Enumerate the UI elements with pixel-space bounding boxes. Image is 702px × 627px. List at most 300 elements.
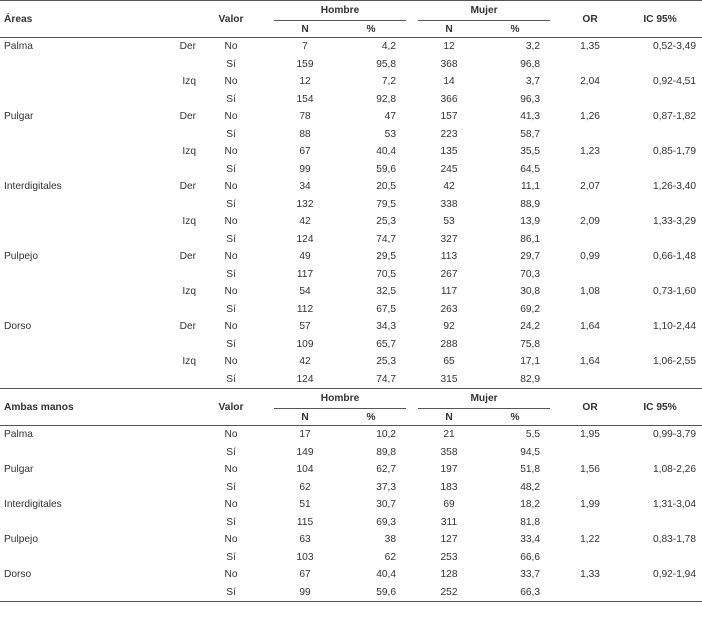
hombre-pct-cell: 38	[384, 534, 397, 546]
spacer	[262, 1, 274, 38]
table-row	[0, 178, 702, 196]
table-row	[0, 301, 702, 319]
hombre-n-cell: 17	[299, 429, 311, 441]
mujer-pct-cell: 66,3	[480, 584, 550, 602]
mujer-pct-cell: 81,8	[520, 516, 541, 528]
mujer-pct-cell: 51,8	[520, 464, 541, 476]
or-cell	[562, 336, 618, 354]
hombre-n-cell: 103	[296, 551, 314, 563]
mujer-n-cell: 12	[443, 41, 455, 53]
valor-cell: Sí	[226, 551, 236, 563]
spacer	[550, 336, 562, 354]
spacer	[550, 566, 562, 584]
spacer	[550, 38, 562, 56]
or-header: OR	[562, 389, 618, 426]
hombre-n-header: N	[274, 409, 336, 426]
area-cell: Interdigitales	[4, 499, 62, 511]
mujer-n-cell: 288	[440, 338, 458, 350]
or-cell	[562, 301, 618, 319]
spacer	[262, 549, 274, 567]
spacer	[550, 389, 562, 426]
area-cell: Pulpejo	[4, 534, 38, 546]
or-cell: 1,26	[580, 111, 600, 123]
area-cell	[0, 514, 200, 532]
spacer	[550, 178, 562, 196]
spacer	[406, 108, 418, 126]
valor-cell: Sí	[200, 584, 262, 602]
spacer	[262, 283, 274, 301]
spacer	[406, 389, 418, 426]
or-cell	[562, 371, 618, 389]
area-cell	[0, 196, 150, 214]
or-cell: 0,99	[580, 251, 600, 263]
hombre-n-cell: 104	[296, 464, 314, 476]
mujer-n-cell: 69	[443, 499, 455, 511]
valor-cell: Sí	[226, 338, 236, 350]
table-row	[0, 283, 702, 301]
spacer	[262, 196, 274, 214]
spacer	[550, 248, 562, 266]
or-cell	[562, 479, 618, 497]
valor-cell: Sí	[226, 233, 236, 245]
ic-cell: 1,08-2,26	[652, 464, 697, 476]
side-cell	[150, 371, 200, 389]
mujer-n-cell: 135	[440, 146, 458, 158]
mujer-pct-cell: 11,1	[520, 181, 541, 193]
mujer-n-cell: 311	[440, 516, 458, 528]
spacer	[406, 248, 418, 266]
area-cell: Dorso	[4, 321, 32, 333]
mujer-n-cell: 21	[443, 429, 455, 441]
spacer	[262, 584, 274, 602]
hombre-n-cell: 112	[296, 303, 314, 315]
mujer-n-cell: 183	[440, 481, 458, 493]
area-cell	[0, 301, 150, 319]
spacer	[406, 178, 418, 196]
side-cell: Izq	[182, 146, 197, 158]
hombre-pct-cell: 67,5	[376, 303, 397, 315]
side-cell: Der	[179, 111, 197, 123]
hombre-pct-cell: 69,3	[376, 516, 397, 528]
side-cell	[150, 301, 200, 319]
spacer	[406, 38, 418, 56]
spacer	[262, 566, 274, 584]
spacer	[262, 301, 274, 319]
side-cell: Der	[179, 41, 197, 53]
side-cell	[150, 266, 200, 284]
or-cell: 1,22	[580, 534, 600, 546]
valor-cell: Sí	[226, 198, 236, 210]
hombre-pct-cell: 53	[384, 128, 397, 140]
ic-cell	[618, 336, 702, 354]
ic-cell: 0,52-3,49	[652, 41, 697, 53]
valor-cell: No	[224, 216, 238, 228]
ic-cell: 1,10-2,44	[652, 321, 697, 333]
valor-cell: No	[224, 41, 238, 53]
ic-cell: 0,87-1,82	[652, 111, 697, 123]
mujer-n-cell: 358	[440, 446, 458, 458]
area-cell: Dorso	[4, 569, 32, 581]
spacer	[550, 196, 562, 214]
mujer-n-cell: 113	[440, 251, 458, 263]
side-cell: Izq	[182, 356, 197, 368]
header-row	[0, 389, 702, 409]
spacer	[262, 38, 274, 56]
mujer-pct-cell: 58,7	[520, 128, 541, 140]
area-cell: Pulgar	[4, 464, 34, 476]
area-cell	[0, 126, 150, 144]
spacer	[262, 231, 274, 249]
hombre-header: Hombre	[274, 1, 406, 21]
table-row	[0, 161, 702, 179]
spacer	[550, 549, 562, 567]
spacer	[550, 126, 562, 144]
table-row	[0, 584, 702, 602]
hombre-n-cell: 117	[296, 268, 314, 280]
ic-cell	[618, 514, 702, 532]
hombre-n-cell: 109	[296, 338, 314, 350]
area-cell: Interdigitales	[4, 181, 62, 193]
mujer-n-cell: 53	[443, 216, 455, 228]
mujer-pct-cell: 70,3	[520, 268, 541, 280]
hombre-n-cell: 62	[299, 481, 311, 493]
valor-header: Valor	[200, 1, 262, 38]
mujer-pct-header: %	[480, 409, 550, 426]
area-cell: Pulpejo	[4, 251, 38, 263]
side-cell	[150, 56, 200, 74]
spacer	[550, 461, 562, 479]
hombre-pct-cell: 92,8	[376, 93, 397, 105]
spacer	[550, 514, 562, 532]
area-cell	[0, 56, 150, 74]
table-row	[0, 213, 702, 231]
ic-cell	[618, 301, 702, 319]
spacer	[406, 1, 418, 38]
spacer	[550, 73, 562, 91]
spacer	[406, 584, 418, 602]
hombre-pct-cell: 30,7	[376, 499, 397, 511]
table-row	[0, 444, 702, 462]
hombre-pct-cell: 10,2	[376, 429, 397, 441]
table-row	[0, 108, 702, 126]
spacer	[406, 531, 418, 549]
hombre-pct-header: %	[336, 409, 406, 426]
area-cell	[0, 371, 150, 389]
mujer-pct-cell: 17,1	[520, 356, 541, 368]
area-cell	[0, 231, 150, 249]
hombre-n-cell: 34	[299, 181, 311, 193]
spacer	[262, 178, 274, 196]
ic-cell: 0,85-1,79	[652, 146, 697, 158]
spacer	[262, 143, 274, 161]
or-cell	[562, 584, 618, 602]
mujer-pct-cell: 96,3	[520, 93, 541, 105]
spacer	[550, 143, 562, 161]
ic-cell	[618, 549, 702, 567]
valor-cell: Sí	[226, 268, 236, 280]
areas-header: Áreas	[0, 1, 200, 38]
mujer-n-cell: 315	[418, 371, 480, 389]
area-cell	[0, 213, 150, 231]
spacer	[406, 266, 418, 284]
table-row	[0, 549, 702, 567]
side-cell	[150, 196, 200, 214]
hombre-pct-cell: 4,2	[381, 41, 397, 53]
spacer	[550, 479, 562, 497]
table-row	[0, 73, 702, 91]
ic-cell	[618, 266, 702, 284]
table-row	[0, 371, 702, 389]
valor-cell: No	[224, 499, 238, 511]
mujer-pct-cell: 35,5	[520, 146, 541, 158]
hombre-pct-cell: 95,8	[376, 58, 397, 70]
hombre-n-cell: 99	[274, 584, 336, 602]
spacer	[406, 213, 418, 231]
hombre-header: Hombre	[274, 389, 406, 409]
side-cell: Izq	[182, 216, 197, 228]
hombre-pct-cell: 7,2	[381, 76, 397, 88]
hombre-pct-cell: 59,6	[336, 584, 406, 602]
hombre-n-cell: 12	[299, 76, 311, 88]
mujer-pct-cell: 48,2	[520, 481, 541, 493]
spacer	[550, 444, 562, 462]
or-cell	[562, 514, 618, 532]
spacer	[406, 444, 418, 462]
spacer	[262, 461, 274, 479]
valor-cell: No	[224, 146, 238, 158]
side-cell: Izq	[182, 286, 197, 298]
or-cell: 1,23	[580, 146, 600, 158]
or-cell	[562, 266, 618, 284]
spacer	[550, 213, 562, 231]
spacer	[406, 426, 418, 444]
area-cell: Palma	[4, 41, 33, 53]
hombre-n-cell: 78	[299, 111, 311, 123]
table-row	[0, 479, 702, 497]
or-cell	[562, 161, 618, 179]
or-cell: 1,56	[580, 464, 600, 476]
hombre-pct-cell: 47	[384, 111, 397, 123]
valor-cell: Sí	[226, 516, 236, 528]
or-cell: 1,95	[580, 429, 600, 441]
valor-cell: No	[224, 569, 238, 581]
spacer	[406, 301, 418, 319]
ic-cell: 1,06-2,55	[652, 356, 697, 368]
hombre-pct-cell: 29,5	[376, 251, 397, 263]
mujer-n-cell: 65	[443, 356, 455, 368]
spacer	[550, 56, 562, 74]
hombre-pct-cell: 74,7	[336, 371, 406, 389]
hombre-pct-cell: 70,5	[376, 268, 397, 280]
ic-cell	[618, 371, 702, 389]
or-cell: 1,64	[580, 321, 600, 333]
spacer	[406, 161, 418, 179]
table-row	[0, 336, 702, 354]
or-cell	[562, 231, 618, 249]
spacer	[550, 426, 562, 444]
table-row	[0, 353, 702, 371]
spacer	[406, 91, 418, 109]
table-row	[0, 514, 702, 532]
spacer	[406, 73, 418, 91]
table-row	[0, 426, 702, 444]
or-cell: 1,08	[580, 286, 600, 298]
spacer	[406, 514, 418, 532]
ic-cell	[618, 56, 702, 74]
or-cell	[562, 444, 618, 462]
area-cell	[0, 266, 150, 284]
spacer	[262, 444, 274, 462]
header-row	[0, 1, 702, 21]
mujer-pct-cell: 75,8	[520, 338, 541, 350]
hombre-pct-cell: 79,5	[376, 198, 397, 210]
ic-cell: 0,83-1,78	[652, 534, 697, 546]
hombre-pct-cell: 59,6	[376, 163, 397, 175]
or-cell: 2,04	[580, 76, 600, 88]
table-row	[0, 196, 702, 214]
valor-cell: No	[224, 429, 238, 441]
area-cell	[0, 479, 200, 497]
ic-cell: 1,26-3,40	[652, 181, 697, 193]
area-cell	[0, 161, 150, 179]
ic-cell: 0,66-1,48	[652, 251, 697, 263]
mujer-pct-cell: 82,9	[480, 371, 550, 389]
hombre-pct-cell: 40,4	[376, 146, 397, 158]
hombre-pct-header: %	[336, 21, 406, 38]
spacer	[406, 126, 418, 144]
spacer	[550, 496, 562, 514]
mujer-n-cell: 366	[440, 93, 458, 105]
spacer	[262, 248, 274, 266]
ic-cell	[618, 479, 702, 497]
mujer-pct-cell: 13,9	[520, 216, 541, 228]
spacer	[550, 301, 562, 319]
area-cell	[0, 73, 150, 91]
valor-cell: Sí	[226, 163, 236, 175]
mujer-pct-cell: 94,5	[520, 446, 541, 458]
hombre-n-cell: 132	[296, 198, 314, 210]
spacer	[406, 496, 418, 514]
area-cell: Palma	[4, 429, 33, 441]
ic-cell: 1,33-3,29	[652, 216, 697, 228]
side-cell: Der	[179, 321, 197, 333]
valor-cell: No	[224, 111, 238, 123]
ic-cell	[618, 444, 702, 462]
mujer-n-cell: 42	[443, 181, 455, 193]
spacer	[262, 73, 274, 91]
spacer	[262, 496, 274, 514]
hombre-n-cell: 67	[299, 146, 311, 158]
table-row	[0, 56, 702, 74]
valor-cell: No	[224, 464, 238, 476]
or-cell: 2,09	[580, 216, 600, 228]
spacer	[550, 371, 562, 389]
or-cell: 1,35	[580, 41, 600, 53]
side-cell	[150, 161, 200, 179]
or-cell	[562, 56, 618, 74]
hombre-n-cell: 115	[296, 516, 314, 528]
or-cell	[562, 549, 618, 567]
spacer	[406, 143, 418, 161]
spacer	[550, 318, 562, 336]
mujer-n-cell: 245	[440, 163, 458, 175]
hombre-pct-cell: 32,5	[376, 286, 397, 298]
ic-cell: 0,92-4,51	[652, 76, 697, 88]
hombre-n-cell: 67	[299, 569, 311, 581]
hombre-pct-cell: 62,7	[376, 464, 397, 476]
ic-cell	[618, 161, 702, 179]
spacer	[262, 389, 274, 426]
spacer	[262, 426, 274, 444]
spacer	[262, 266, 274, 284]
spacer	[262, 353, 274, 371]
mujer-header: Mujer	[418, 389, 550, 409]
ic-cell	[618, 126, 702, 144]
ic-cell	[618, 196, 702, 214]
area-cell	[0, 549, 200, 567]
side-cell: Der	[179, 181, 197, 193]
mujer-pct-cell: 3,7	[525, 76, 541, 88]
valor-cell: No	[224, 321, 238, 333]
mujer-pct-cell: 5,5	[525, 429, 541, 441]
spacer	[550, 531, 562, 549]
spacer	[550, 584, 562, 602]
table-row	[0, 531, 702, 549]
spacer	[406, 461, 418, 479]
mujer-pct-cell: 29,7	[520, 251, 541, 263]
mujer-pct-cell: 18,2	[520, 499, 541, 511]
spacer	[406, 479, 418, 497]
mujer-pct-cell: 88,9	[520, 198, 541, 210]
or-cell	[562, 196, 618, 214]
valor-cell: Sí	[226, 128, 236, 140]
spacer	[262, 213, 274, 231]
side-cell	[150, 231, 200, 249]
spacer	[262, 126, 274, 144]
areas-header: Ambas manos	[0, 389, 200, 426]
hombre-n-cell: 49	[299, 251, 311, 263]
or-cell: 2,07	[580, 181, 600, 193]
hombre-n-header: N	[274, 21, 336, 38]
or-cell: 1,33	[580, 569, 600, 581]
area-cell	[0, 143, 150, 161]
valor-cell: No	[224, 356, 238, 368]
spacer	[406, 336, 418, 354]
hombre-n-cell: 42	[299, 216, 311, 228]
valor-cell: Sí	[200, 371, 262, 389]
valor-header: Valor	[200, 389, 262, 426]
mujer-pct-cell: 69,2	[520, 303, 541, 315]
spacer	[406, 566, 418, 584]
mujer-n-header: N	[418, 409, 480, 426]
table-row	[0, 231, 702, 249]
hombre-pct-cell: 37,3	[376, 481, 397, 493]
spacer	[262, 56, 274, 74]
spacer	[550, 108, 562, 126]
hombre-n-cell: 99	[299, 163, 311, 175]
mujer-n-cell: 117	[440, 286, 458, 298]
hombre-pct-cell: 62	[384, 551, 397, 563]
or-cell: 1,99	[580, 499, 600, 511]
mujer-n-cell: 14	[443, 76, 455, 88]
spacer	[406, 371, 418, 389]
mujer-n-cell: 223	[440, 128, 458, 140]
mujer-pct-cell: 86,1	[520, 233, 541, 245]
table-row	[0, 38, 702, 56]
ic-header: IC 95%	[618, 1, 702, 38]
area-cell	[0, 353, 150, 371]
spacer	[406, 231, 418, 249]
